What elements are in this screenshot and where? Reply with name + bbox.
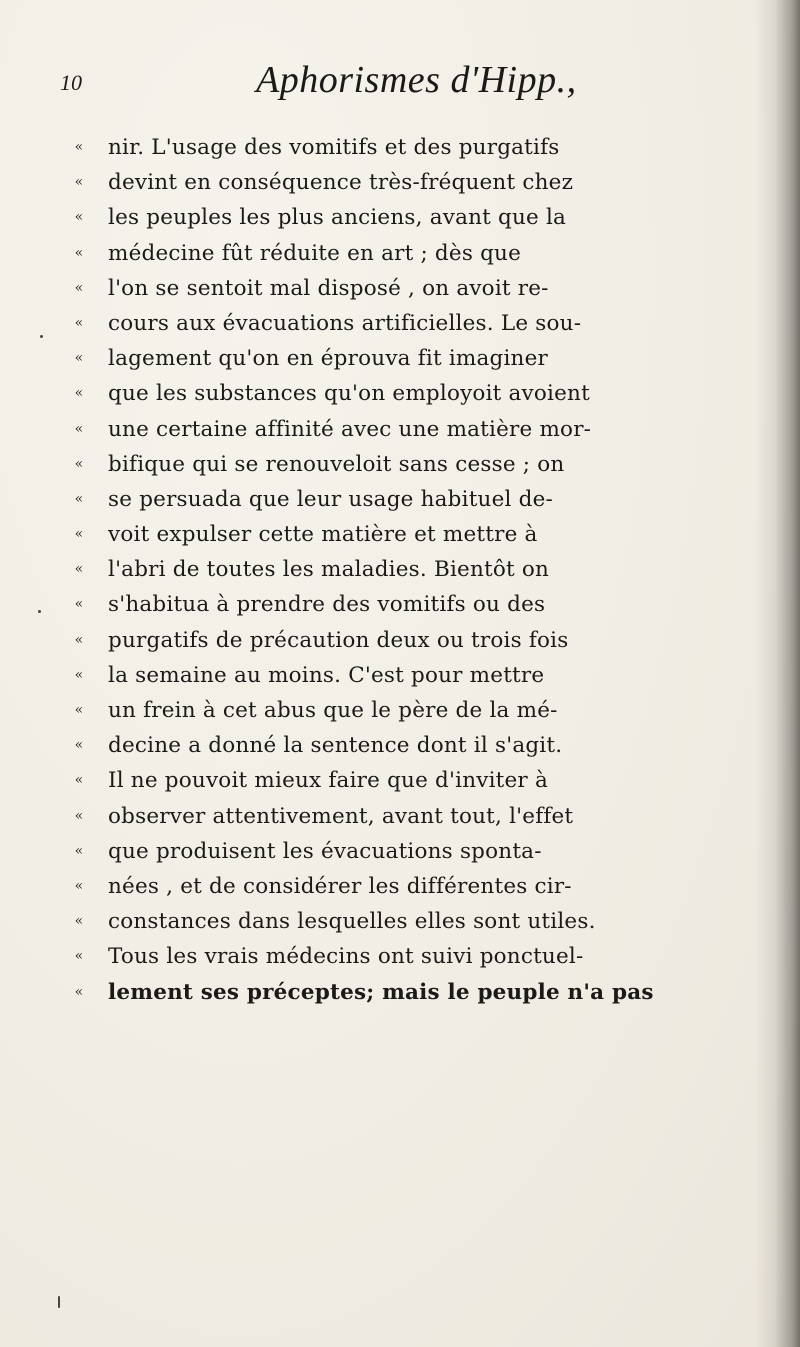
quote-mark: «: [74, 983, 84, 1000]
quote-mark: «: [74, 561, 84, 578]
text-line: « constances dans lesquelles elles sont utiles.: [108, 904, 758, 939]
quote-mark: «: [74, 420, 84, 437]
text-line: « l'abri de toutes les maladies. Bientôt on: [108, 552, 758, 587]
quote-mark: «: [74, 455, 84, 472]
text-line: « une certaine affinité avec une matière mor-: [108, 412, 758, 447]
quote-mark: «: [74, 279, 84, 296]
text-line: « se persuada que leur usage habituel de-: [108, 482, 758, 517]
text-line: « decine a donné la sentence dont il s'agit.: [108, 728, 758, 763]
quote-mark: «: [74, 772, 84, 789]
quote-mark: «: [74, 631, 84, 648]
running-head: Aphorismes d'Hipp.,: [256, 59, 577, 101]
text-line: « médecine fût réduite en art ; dès que: [108, 236, 758, 271]
quote-mark: «: [74, 490, 84, 507]
quote-mark: «: [74, 350, 84, 367]
ink-speck: [40, 335, 43, 338]
quote-mark: «: [74, 314, 84, 331]
text-line: « lement ses préceptes; mais le peuple n'a pas: [108, 975, 758, 1010]
quote-mark: «: [74, 737, 84, 754]
text-line: « un frein à cet abus que le père de la mé-: [108, 693, 758, 728]
quote-mark: «: [74, 807, 84, 824]
text-line: « s'habitua à prendre des vomitifs ou des: [108, 587, 758, 622]
text-line: « Tous les vrais médecins ont suivi ponctuel-: [108, 939, 758, 974]
text-line: « devint en conséquence très-fréquent chez: [108, 165, 758, 200]
quote-mark: «: [74, 209, 84, 226]
quote-mark: «: [74, 702, 84, 718]
text-line: « Il ne pouvoit mieux faire que d'inviter à: [108, 763, 758, 798]
page-header: [60, 58, 700, 118]
quote-mark: «: [74, 174, 84, 191]
text-line: « que produisent les évacuations sponta-: [108, 834, 758, 869]
text-line: « bifique qui se renouveloit sans cesse ; on: [108, 447, 758, 482]
text-line: « lagement qu'on en éprouva fit imaginer: [108, 341, 758, 376]
quote-mark: «: [74, 526, 84, 543]
quote-mark: «: [74, 385, 84, 402]
quote-mark: «: [74, 666, 84, 683]
quote-mark: «: [74, 596, 84, 613]
text-line: « cours aux évacuations artificielles. Le sou-: [108, 306, 758, 341]
ink-speck: [58, 1296, 60, 1308]
quote-mark: «: [74, 948, 84, 965]
text-line: « les peuples les plus anciens, avant que la: [108, 200, 758, 235]
text-line: « nées , et de considérer les différentes cir-: [108, 869, 758, 904]
quote-mark: «: [74, 913, 84, 930]
quote-mark: «: [74, 877, 84, 894]
text-line: « l'on se sentoit mal disposé , on avoit re-: [108, 271, 758, 306]
body-text: [74, 130, 758, 1010]
quote-mark: «: [74, 842, 84, 859]
text-line: « nir. L'usage des vomitifs et des purgatifs: [108, 130, 758, 165]
text-line: « la semaine au moins. C'est pour mettre: [108, 658, 758, 693]
text-line: « observer attentivement, avant tout, l'effet: [108, 799, 758, 834]
text-line: « purgatifs de précaution deux ou trois fois: [108, 623, 758, 658]
ink-speck: [38, 610, 41, 613]
text-line: « voit expulser cette matière et mettre à: [108, 517, 758, 552]
quote-mark: «: [74, 244, 84, 261]
text-line: « que les substances qu'on employoit avoient: [108, 376, 758, 411]
quote-mark: «: [74, 139, 84, 155]
page-number: 10: [60, 70, 82, 95]
